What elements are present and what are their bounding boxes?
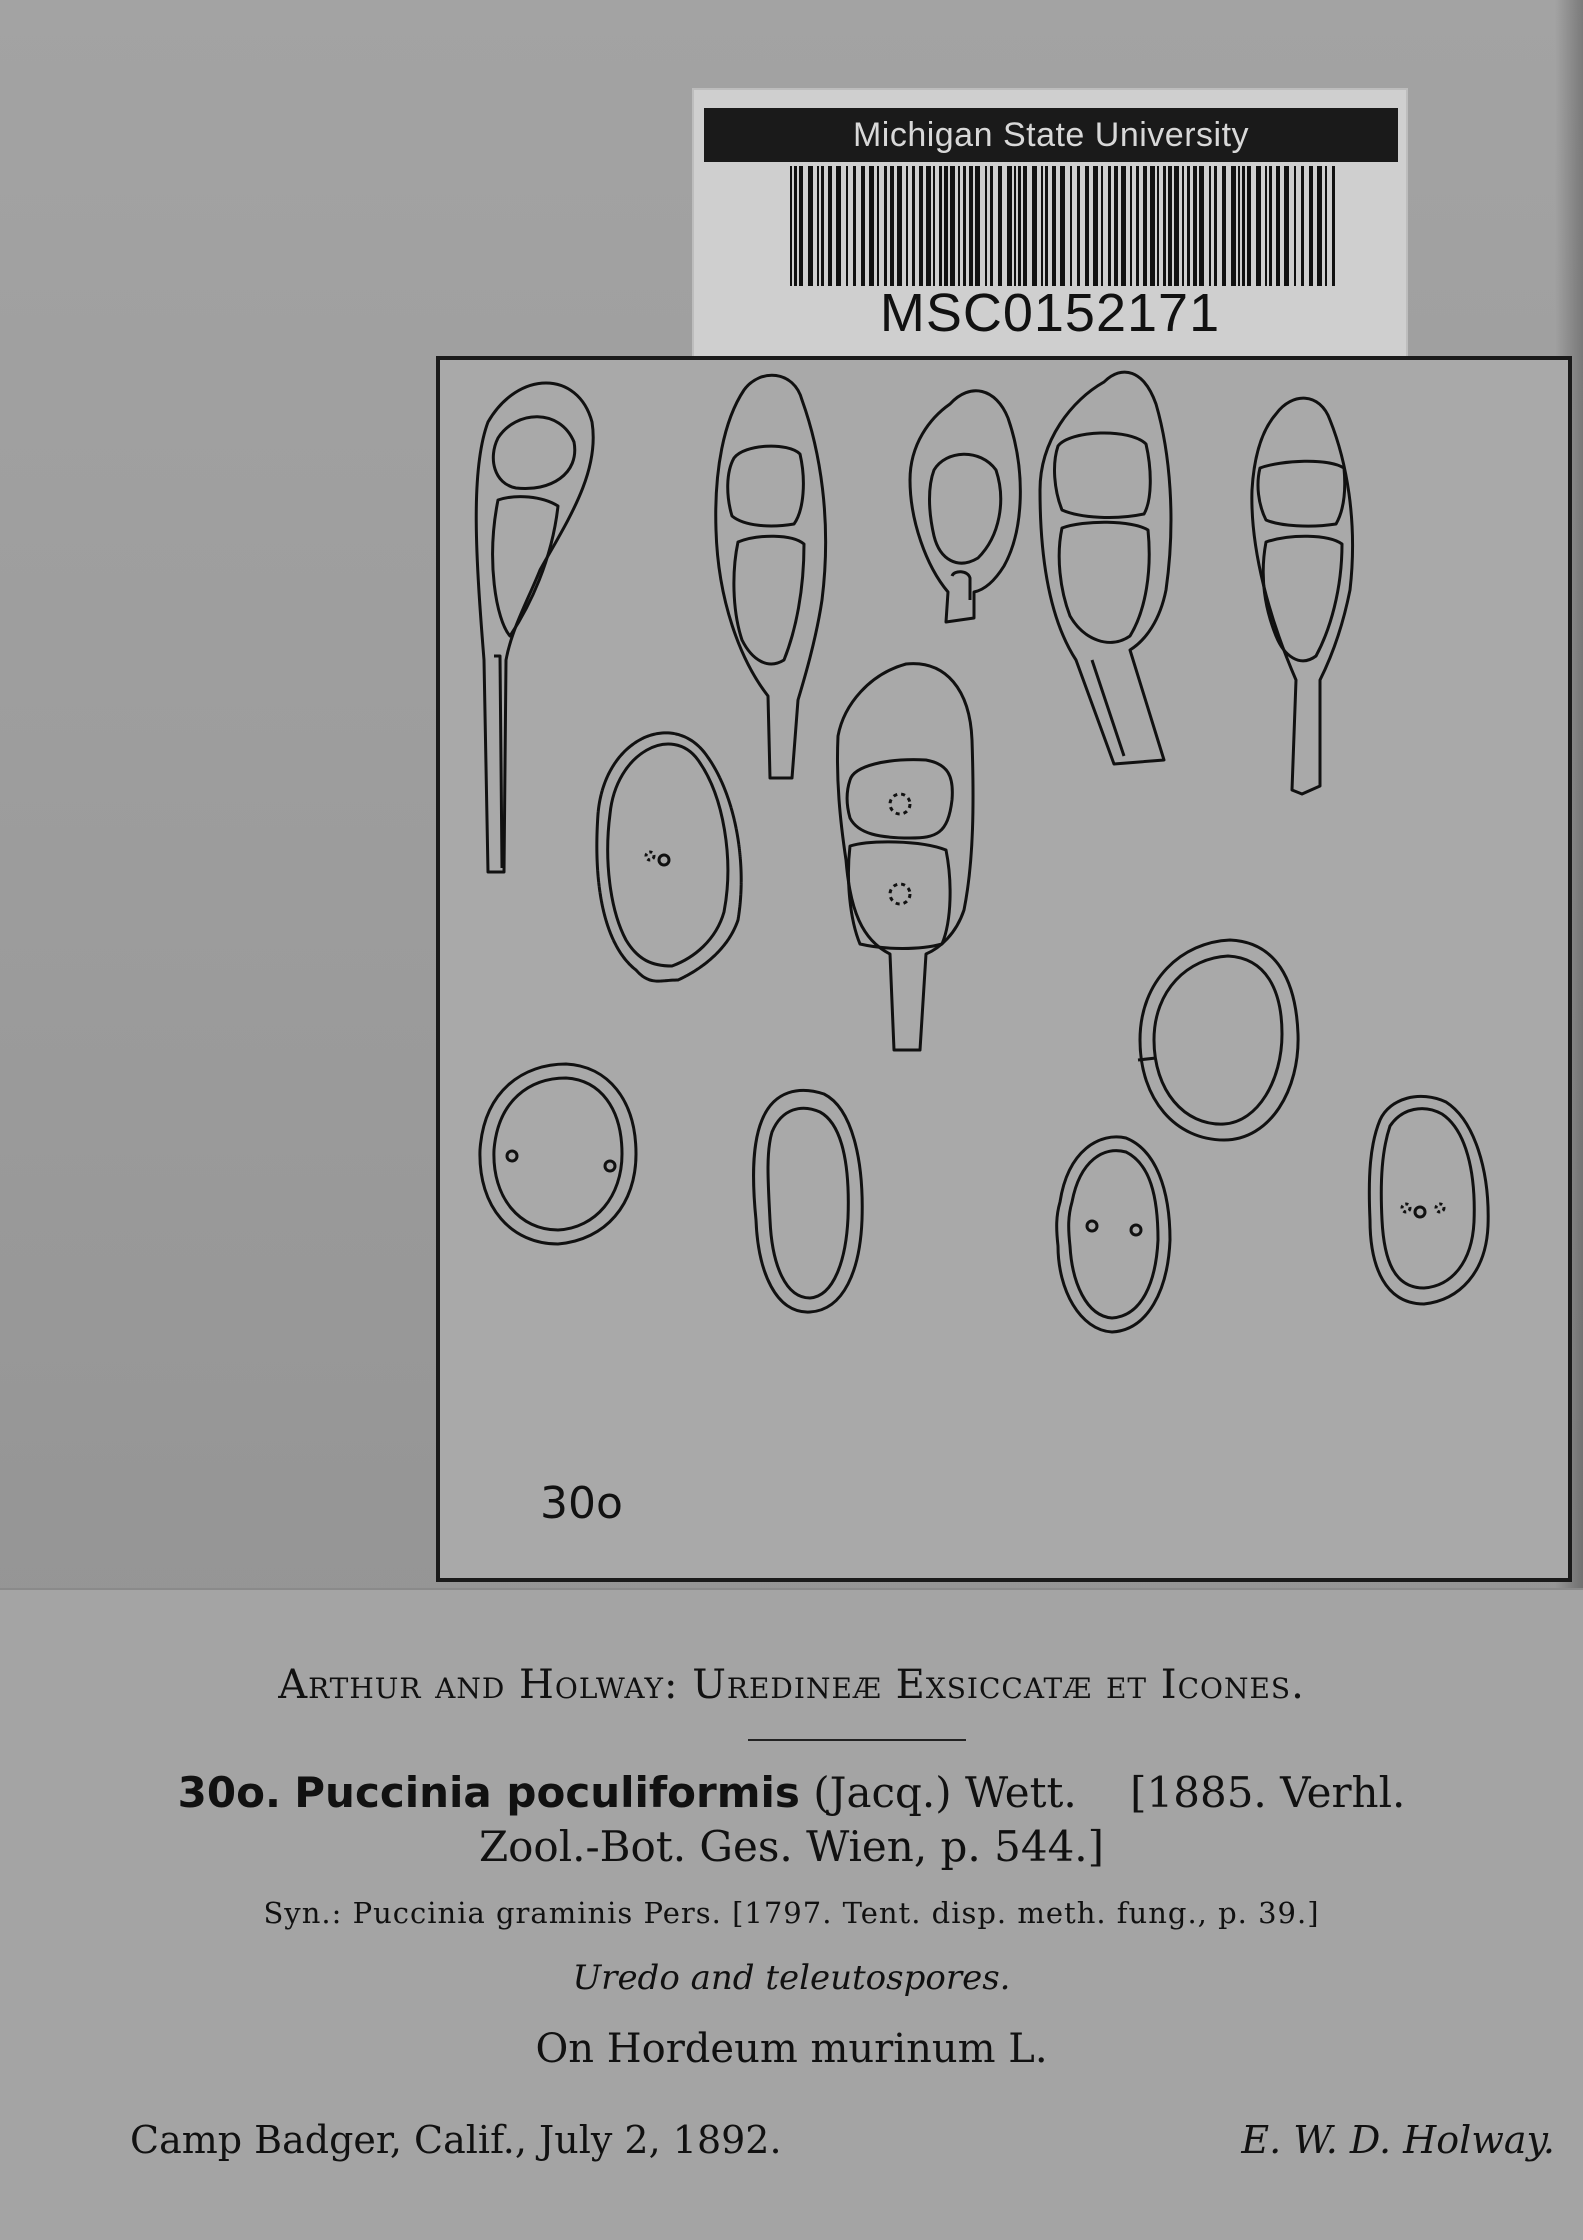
barcode-bar [1032, 166, 1037, 286]
institution-banner: Michigan State University [704, 108, 1398, 162]
barcode-bar [1143, 166, 1147, 286]
barcode-bar [990, 166, 993, 286]
series-title: Arthur and Holway: Uredineæ Exsiccatæ et Icones. [278, 1662, 1305, 1708]
barcode-bar [1101, 166, 1103, 286]
barcode-bar [958, 166, 960, 286]
barcode-bar [1301, 166, 1304, 286]
barcode-number: MSC0152171 [879, 283, 1221, 343]
teliospore-drawing [476, 383, 593, 872]
barcode-bar [808, 166, 813, 286]
barcode-bar [1209, 166, 1211, 286]
teliospore-drawing [910, 391, 1020, 622]
barcode-bar [1242, 166, 1245, 286]
species-line [0, 1768, 1583, 1817]
barcode-bar [817, 166, 819, 286]
barcode-bar [897, 166, 902, 286]
barcode-bar [790, 166, 792, 286]
barcode-bar [1060, 166, 1065, 286]
teliospore-drawing [1252, 398, 1353, 794]
barcode-bar [1284, 166, 1289, 286]
synonym-line: Syn.: Puccinia graminis Pers. [1797. Tent. disp. meth. fung., p. 39.] [263, 1896, 1320, 1930]
barcode-bar [1157, 166, 1159, 286]
barcode-bar [846, 166, 848, 286]
barcode-bar [1041, 166, 1043, 286]
barcode-bar [1256, 166, 1261, 286]
barcode-bar [985, 166, 987, 286]
urediniospore-drawing [1138, 940, 1298, 1140]
barcode-bar [1168, 166, 1172, 286]
barcode-bar [939, 166, 942, 286]
barcode-bar [975, 166, 980, 286]
barcode-bar [1077, 166, 1080, 286]
barcode-bar [1182, 166, 1184, 286]
barcode-bar [1085, 166, 1089, 286]
barcode-bar [1269, 166, 1272, 286]
barcode-bar [836, 166, 841, 286]
barcode-bar [1325, 166, 1327, 286]
barcode-bar [1121, 166, 1126, 286]
barcode-bar [1163, 166, 1166, 286]
barcode-icon [790, 166, 1340, 286]
barcode-bar [1276, 166, 1280, 286]
barcode-bar [1114, 166, 1118, 286]
barcode-bar [998, 166, 1002, 286]
barcode-bar [869, 166, 874, 286]
barcode-bar [1023, 166, 1027, 286]
barcode-bar [912, 166, 915, 286]
barcode-bar [1214, 166, 1217, 286]
barcode-bar [969, 166, 973, 286]
barcode-bar [1018, 166, 1021, 286]
barcode-bar [1130, 166, 1132, 286]
teliospore-drawing [716, 375, 826, 778]
barcode-bar [1193, 166, 1197, 286]
barcode-bar [1052, 166, 1056, 286]
barcode-bar [1332, 166, 1335, 286]
barcode-bar [1070, 166, 1072, 286]
barcode-bar [821, 166, 824, 286]
barcode-bar [944, 166, 948, 286]
barcode-bar [1294, 166, 1296, 286]
barcode-bar [1150, 166, 1155, 286]
barcode-bar [890, 166, 894, 286]
species-authority: (Jacq.) Wett. [813, 1768, 1077, 1817]
barcode-bar [1231, 166, 1236, 286]
illustration-plate [436, 356, 1572, 1582]
barcode-bar [1238, 166, 1240, 286]
barcode-label [692, 88, 1408, 358]
barcode-bar [877, 166, 879, 286]
barcode-bar [919, 166, 923, 286]
host-line: On Hordeum murinum L. [535, 2026, 1048, 2072]
locality-date: Camp Badger, Calif., July 2, 1892. [130, 2118, 782, 2162]
barcode-bar [1108, 166, 1111, 286]
barcode-bar [950, 166, 955, 286]
barcode-bar [1093, 166, 1098, 286]
barcode-bar [1265, 166, 1267, 286]
teliospore-drawing [837, 664, 973, 1050]
teliospore-drawing [1040, 372, 1171, 764]
spore-types: Uredo and teleutospores. [572, 1958, 1011, 1998]
barcode-bar [1174, 166, 1179, 286]
barcode-bar [884, 166, 887, 286]
species-name: Puccinia poculiformis [294, 1768, 800, 1817]
barcode-bar [853, 166, 856, 286]
barcode-bar [963, 166, 966, 286]
barcode-bar [1187, 166, 1190, 286]
species-reference-cont: Zool.-Bot. Ges. Wien, p. 544.] [478, 1822, 1105, 1871]
barcode-bar [861, 166, 865, 286]
title-rule [748, 1739, 966, 1741]
plate-number: 30o [540, 1478, 623, 1529]
spore-illustrations-icon [440, 360, 1568, 1578]
entry-number: 30o. [177, 1768, 281, 1817]
barcode-bar [1045, 166, 1048, 286]
barcode-bar [906, 166, 908, 286]
barcode-bar [1199, 166, 1204, 286]
barcode-bar [933, 166, 935, 286]
barcode-bar [1309, 166, 1313, 286]
urediniospore-drawing [754, 1090, 863, 1312]
barcode-bar [926, 166, 931, 286]
barcode-bar [799, 166, 803, 286]
barcode-bar [828, 166, 832, 286]
barcode-bar [1014, 166, 1016, 286]
barcode-bar [1136, 166, 1139, 286]
barcode-bar [1317, 166, 1322, 286]
species-reference: [1885. Verhl. [1130, 1768, 1406, 1817]
barcode-bar [1222, 166, 1226, 286]
collector-name: E. W. D. Holway. [1241, 2118, 1555, 2162]
urediniospore-drawing [1057, 1137, 1170, 1332]
barcode-bar [1247, 166, 1251, 286]
barcode-bar [1007, 166, 1012, 286]
urediniospore-drawing [480, 1064, 636, 1244]
urediniospore-drawing [597, 733, 741, 981]
urediniospore-drawing [1369, 1096, 1488, 1304]
barcode-bar [794, 166, 797, 286]
